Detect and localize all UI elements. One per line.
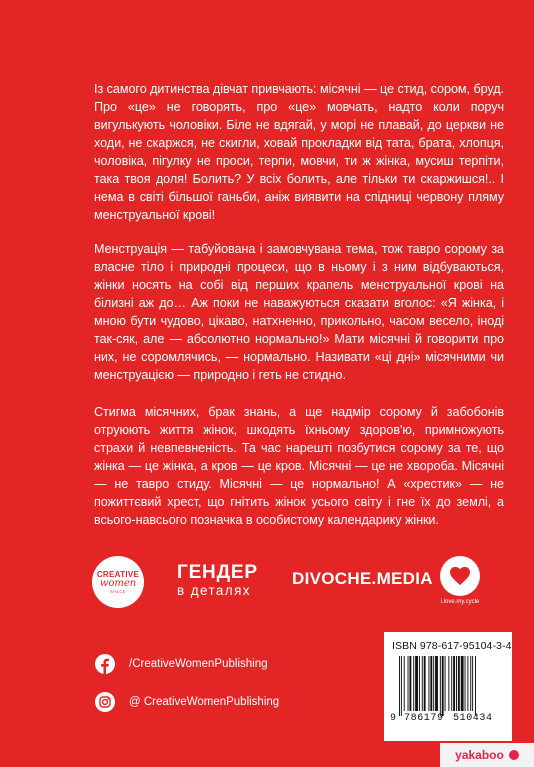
annotation-paragraph-2: Менструація — табуйована і замовчувана тема, тож тавро сорому за власне тіло і природні процеси, що в ньому і з ним відбуваються, жінки носять на собі від перших крапель менструальної крові на білизні аж до… Аж поки не наважуються сказати вголос: «Я жінка, і мною бути чудово, цікаво, натхненно, прикольно, часом весело, іноді так-сяк, але — абсолютно нормально!» Мати місячні й говорити про них, не соромлячись, — нормально. Називати «ці дні» місячними чи менструацією — природно і геть не стидно. xyxy=(94,242,504,382)
isbn-barcode xyxy=(384,632,512,741)
barcode-digits-right: 510434 xyxy=(453,713,493,724)
annotation-paragraph-3: Стигма місячних, брак знань, а ще надмір сорому й забобонів отруюють життя жінок, шкодять їхньому здоров'ю, примножують страхи й невпевненість. Та час нарешті позбутися сорому за те, що жінка — це жінка, а кров — це кров. Місячні — це не хвороба. Місячні — не тавро стиду. Місячні — це нормально! А «хрестик» — не пожиттєвий хрест, що гнітить жінок усього світу і гне їх до землі, а всього-навсього позначка в особистому календарику жінки. xyxy=(94,405,504,527)
watermark-text: yakaboo xyxy=(455,748,504,762)
yakaboo-watermark xyxy=(440,743,534,767)
heart-icon xyxy=(440,556,480,596)
isbn-label: ISBN 978-617-95104-3-4 xyxy=(392,640,512,652)
facebook-link[interactable] xyxy=(95,654,268,674)
instagram-link[interactable] xyxy=(95,692,279,712)
instagram-icon xyxy=(95,692,115,712)
creative-women-logo-line1: CREATIVE xyxy=(96,569,140,579)
annotation-paragraph-1: Із самого дитинства дівчат привчають: місячні — це стид, сором, бруд. Про «це» не говорять, про «це» мовчать, надто коли поруч вигулькують чоловіки. Біле не вдягай, у морі не плавай, до церкви не ходи, не скаржся, не скигли, ховай прокладки від тата, брата, хлопця, чоловіка, пігулку не проси, терпи, мовчи, ти ж жінка, мусиш терпіти, така твоя доля! Болить? У всіх болить, але тільки ти скаржишся!.. І нема в світі більшої ганьби, аніж виявити на спідниці червону пляму менструальної крові! xyxy=(94,82,504,222)
lovemycycle-caption: i.love.my.cycle xyxy=(440,599,480,605)
barcode-bars xyxy=(399,656,499,716)
creative-women-logo-line2: women xyxy=(99,577,137,589)
divoche-media-logo: DIVOCHE.MEDIA xyxy=(292,569,433,588)
watermark-dot-icon xyxy=(509,750,519,760)
facebook-handle: /CreativeWomenPublishing xyxy=(129,658,268,670)
barcode-digit-first: 9 xyxy=(390,713,397,724)
barcode-digits-left: 786179 xyxy=(404,713,444,724)
gender-logo-title: ГЕНДЕР xyxy=(177,562,258,583)
facebook-icon xyxy=(95,654,115,674)
gender-logo xyxy=(177,563,258,598)
lovemycycle-logo xyxy=(430,556,490,605)
gender-logo-subtitle: в деталях xyxy=(177,583,251,598)
creative-women-logo-line3: SPACE xyxy=(109,588,127,594)
instagram-handle: @ CreativeWomenPublishing xyxy=(129,696,280,708)
creative-women-logo xyxy=(92,556,144,608)
